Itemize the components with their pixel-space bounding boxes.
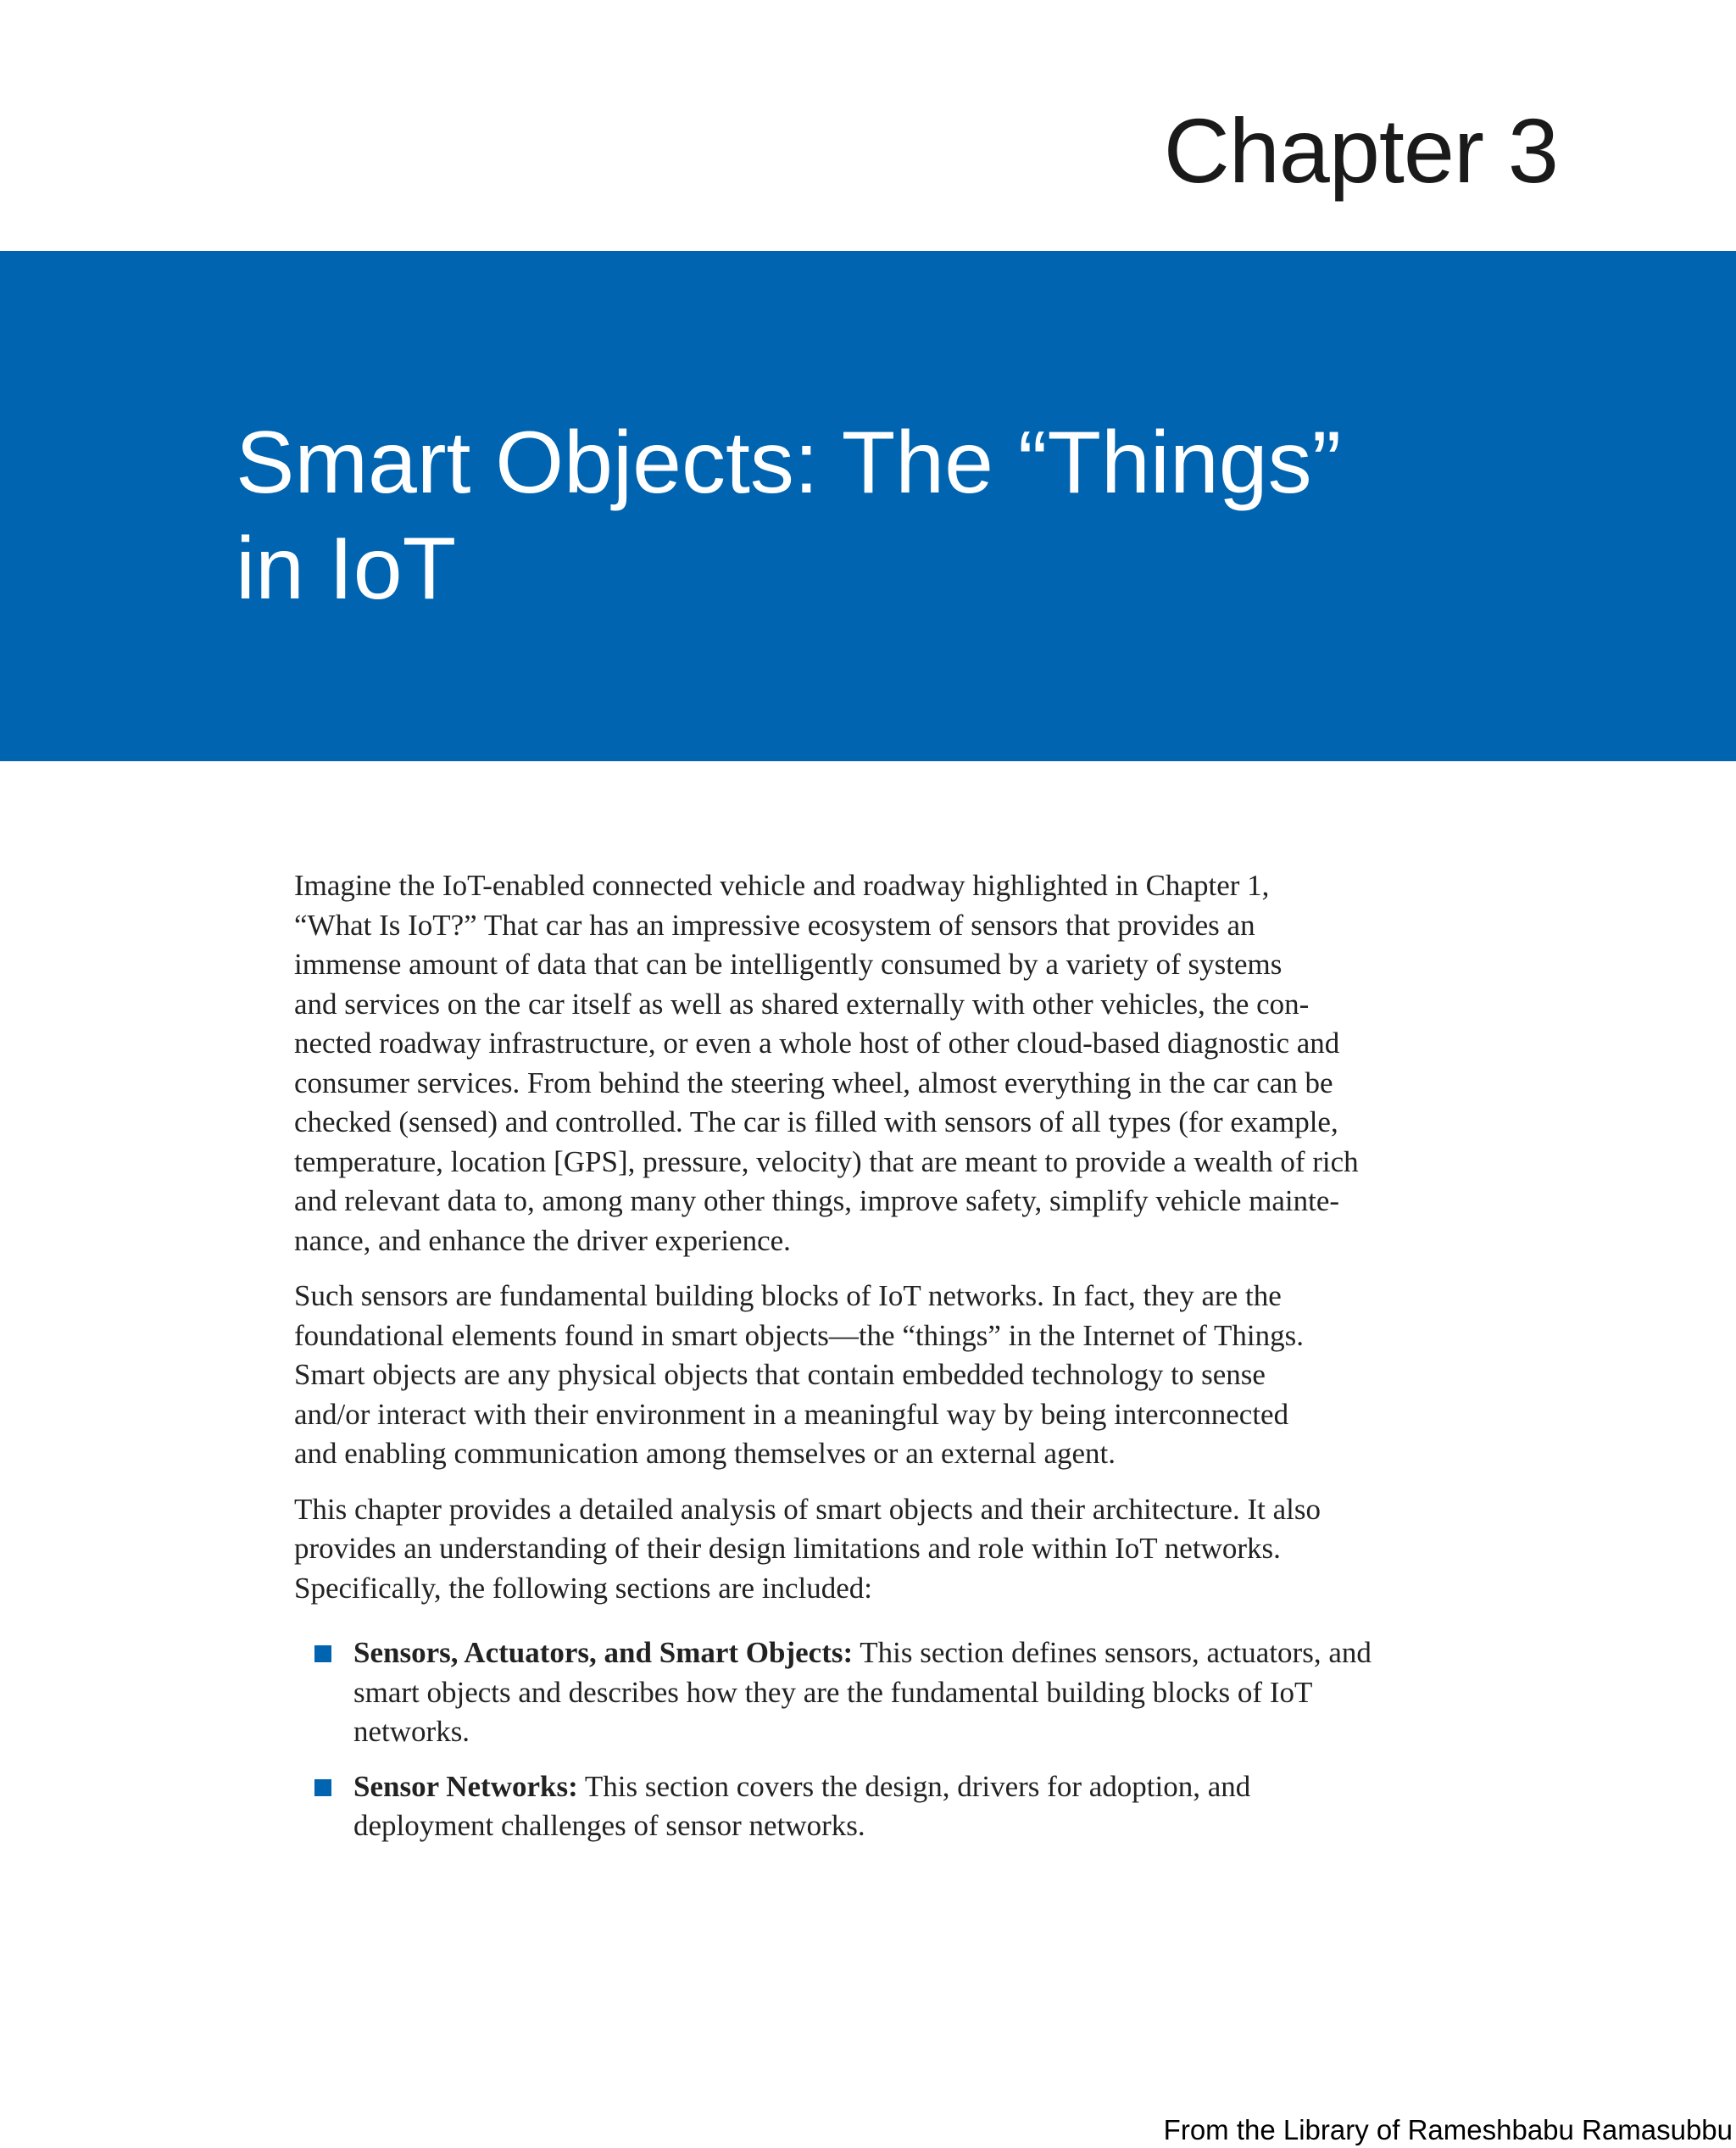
title-band — [0, 251, 1736, 761]
section-list — [294, 1633, 1455, 1846]
text-line — [353, 1767, 1455, 1807]
text-line: Specifically, the following sections are included: — [294, 1571, 872, 1605]
text-line: nance, and enhance the driver experience. — [294, 1223, 791, 1257]
text-line — [353, 1633, 1455, 1673]
list-item — [294, 1633, 1455, 1752]
intro-paragraph — [294, 866, 1455, 1260]
text-line: deployment challenges of sensor networks. — [353, 1809, 865, 1842]
text-line: foundational elements found in smart objects—the “things” in the Internet of Things. — [294, 1318, 1305, 1352]
overview-paragraph — [294, 1490, 1455, 1609]
text-line: checked (sensed) and controlled. The car is filled with sensors of all types (for example, — [294, 1105, 1338, 1138]
text-line: and services on the car itself as well as shared externally with other vehicles, the con- — [294, 987, 1310, 1021]
bullet-term: Sensor Networks: — [353, 1769, 578, 1803]
chapter-number: Chapter 3 — [1163, 99, 1558, 202]
sensors-paragraph — [294, 1277, 1455, 1474]
text-line: and/or interact with their environment in a meaningful way by being interconnected — [294, 1397, 1289, 1431]
bullet-description: This section defines sensors, actuators, and — [853, 1636, 1372, 1669]
text-line: and relevant data to, among many other things, improve safety, simplify vehicle mainte- — [294, 1184, 1340, 1217]
text-line: and enabling communication among themselves or an external agent. — [294, 1437, 1116, 1470]
text-line: nected roadway infrastructure, or even a whole host of other cloud-based diagnostic and — [294, 1027, 1340, 1060]
chapter-body — [294, 866, 1455, 1861]
bullet-term: Sensors, Actuators, and Smart Objects: — [353, 1636, 854, 1669]
chapter-title — [236, 410, 1507, 622]
text-line: Such sensors are fundamental building blocks of IoT networks. In fact, they are the — [294, 1279, 1282, 1312]
text-line: “What Is IoT?” That car has an impressive ecosystem of sensors that provides an — [294, 908, 1255, 942]
text-line: networks. — [353, 1715, 470, 1748]
library-footer: From the Library of Rameshbabu Ramasubbu — [1163, 2114, 1733, 2145]
square-bullet-icon — [314, 1645, 331, 1662]
square-bullet-icon — [314, 1779, 331, 1796]
text-line: temperature, location [GPS], pressure, velocity) that are meant to provide a wealth of rich — [294, 1144, 1359, 1178]
text-line: provides an understanding of their design limitations and role within IoT networks. — [294, 1532, 1281, 1565]
text-line: This chapter provides a detailed analysis of smart objects and their architecture. It also — [294, 1492, 1321, 1526]
chapter-title-line: Smart Objects: The “Things” — [236, 414, 1342, 512]
text-line: Smart objects are any physical objects that contain embedded technology to sense — [294, 1358, 1266, 1391]
text-line: consumer services. From behind the steering wheel, almost everything in the car can be — [294, 1066, 1333, 1099]
list-item — [294, 1767, 1455, 1846]
bullet-description: This section covers the design, drivers for adoption, and — [577, 1769, 1251, 1803]
text-line: immense amount of data that can be intelligently consumed by a variety of systems — [294, 948, 1283, 981]
chapter-title-line: in IoT — [236, 520, 457, 618]
text-line: smart objects and describes how they are the fundamental building blocks of IoT — [353, 1675, 1313, 1709]
text-line: Imagine the IoT-enabled connected vehicle and roadway highlighted in Chapter 1, — [294, 869, 1270, 902]
